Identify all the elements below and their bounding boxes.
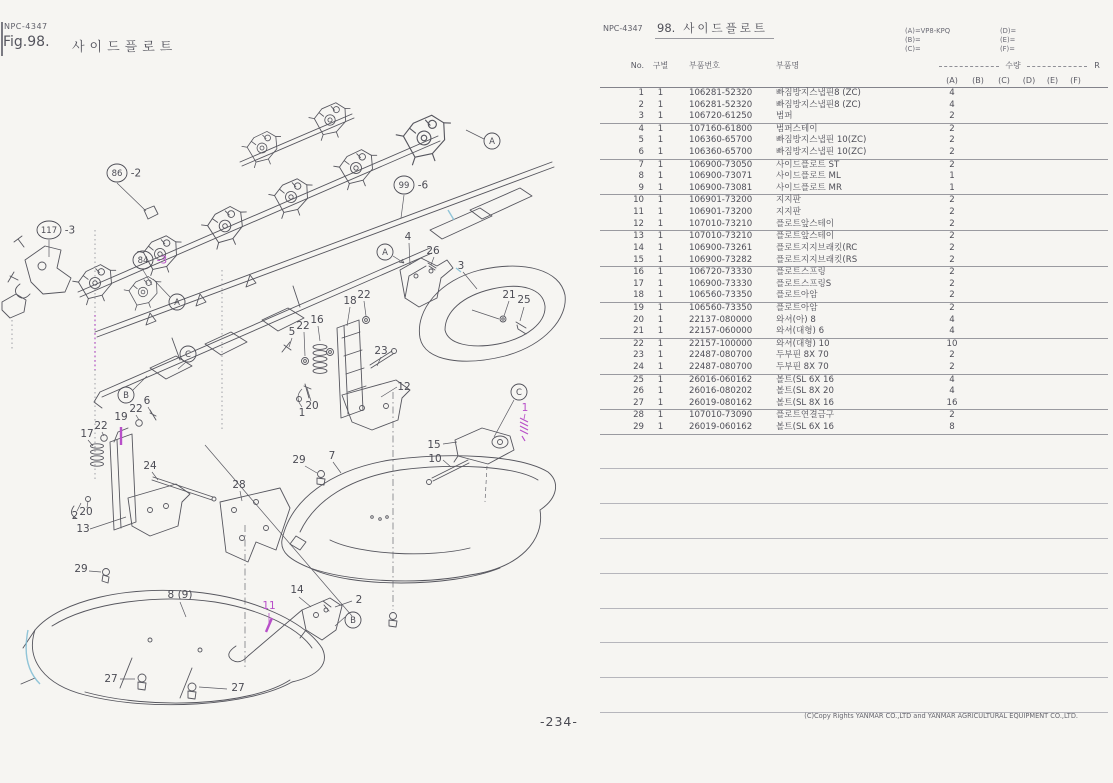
table-row: 11 1 106901-73200 지지판 2 <box>633 207 955 218</box>
diagram-callout: 2 <box>355 594 363 606</box>
table-row: 27 1 26019-080162 볼트(SL 8X 16 16 <box>600 398 1108 411</box>
float-arm-and-hinge <box>229 598 342 662</box>
diagram-callout: 29 <box>74 563 88 575</box>
diagram-callout: 1 <box>521 402 529 414</box>
diagram-callout: 22 <box>296 320 310 332</box>
section-letter: A <box>382 248 388 258</box>
exploded-parts-diagram <box>0 70 600 770</box>
frame-rails <box>94 162 554 408</box>
variant-list-left <box>905 27 1000 54</box>
figure-ref-number: 86 <box>111 169 123 179</box>
figure-ref-number: 117 <box>40 226 58 236</box>
center-construction-lines <box>245 392 487 667</box>
diagram-callout: 22 <box>94 420 108 432</box>
empty-ruled-lines <box>600 435 1108 713</box>
variant-item: (B)= <box>905 36 921 44</box>
model-variant-legend <box>905 27 1095 54</box>
diagram-callout: 14 <box>290 584 304 596</box>
table-row: 10 1 106901-73200 지지판 2 <box>633 195 955 206</box>
figure-ref-suffix: -6 <box>417 179 429 192</box>
diagram-callout: 18 <box>343 295 357 307</box>
figure-ref-number: 84 <box>137 256 149 266</box>
section-letter: C <box>185 350 191 360</box>
parts-table <box>600 58 1108 713</box>
section-letter: A <box>489 137 495 147</box>
diagram-callout: 24 <box>143 460 157 472</box>
diagram-callout: 5 <box>288 326 296 338</box>
diagram-callout: 21 <box>502 289 516 301</box>
table-row: 15 1 106900-73282 플로트지지브래킷(RS 2 <box>600 255 1108 268</box>
diagram-callout: 2 <box>71 510 79 522</box>
diagram-callout: 4 <box>404 231 412 243</box>
diagram-callout: 25 <box>517 294 531 306</box>
diagram-callout: 3 <box>457 260 465 272</box>
highlighted-parts <box>95 315 528 632</box>
parts-table-body <box>600 88 1108 435</box>
table-row: 20 1 22137-080000 와셔(아) 8 4 <box>633 314 955 325</box>
diagram-callout: 7 <box>328 450 336 462</box>
table-row: 13 1 107010-73210 플로트앞스테이 2 <box>633 231 955 242</box>
col-header-no: No. <box>630 61 644 70</box>
table-row: 14 1 106900-73261 플로트지지브래킷(RC 2 <box>633 242 955 253</box>
variant-item: (C)= <box>905 45 921 53</box>
table-row: 16 1 106720-73330 플로트스프링 2 <box>633 267 955 278</box>
qty-col-header: (E) <box>1046 76 1059 85</box>
qty-letters-row <box>600 74 1108 88</box>
table-header-row <box>600 58 1108 74</box>
col-header-r: R <box>1094 61 1100 70</box>
diagram-callout: 28 <box>232 479 246 491</box>
section-letter: B <box>123 391 129 401</box>
parts-list-panel <box>600 0 1112 783</box>
diagram-callout: 13 <box>76 523 90 535</box>
qty-col-header: (A) <box>946 76 958 85</box>
float-bracket-and-ring <box>400 258 565 361</box>
diagram-callout: 22 <box>129 403 143 415</box>
table-row: 19 1 106560-73350 플로트아암 2 <box>633 302 955 313</box>
qty-col-header: (D) <box>1022 76 1036 85</box>
table-row: 21 1 22157-060000 와셔(대형) 6 4 <box>600 326 1108 339</box>
diagram-callout: 1 <box>298 407 306 419</box>
diagram-callout: 19 <box>114 411 128 423</box>
table-row: 7 1 106900-73050 사이드플로트 ST 2 <box>638 159 955 170</box>
table-row: 2 1 106281-52320 빠짐방지스냅핀8 (ZC) 4 <box>638 99 955 110</box>
table-row: 3 1 106720-61250 범퍼 2 <box>600 111 1108 124</box>
variant-item: (A)=VP8-KPQ <box>905 27 951 35</box>
variant-item: (E)= <box>1000 36 1016 44</box>
qty-col-header: (C) <box>998 76 1010 85</box>
table-row: 17 1 106900-73330 플로트스프링S 2 <box>633 278 955 289</box>
table-row: 6 1 106360-65700 빠짐방지스냅핀 10(ZC) 2 <box>600 147 1108 160</box>
table-row: 24 1 22487-080700 두부핀 8X 70 2 <box>600 362 1108 375</box>
catalog-code-left: NPC-4347 <box>4 22 48 31</box>
diagram-callout: 8 (9) <box>167 589 193 601</box>
table-row: 1 1 106281-52320 빠짐방지스냅핀8 (ZC) 4 <box>638 88 955 98</box>
variant-item: (F)= <box>1000 45 1015 53</box>
qty-col-header: (B) <box>972 76 984 85</box>
diagram-callout: 27 <box>231 682 245 694</box>
diagram-callout: 17 <box>80 428 94 440</box>
diagram-callout: 23 <box>374 345 388 357</box>
diagram-callout: 20 <box>305 400 319 412</box>
variant-item: (D)= <box>1000 27 1017 35</box>
figure-ref-suffix: -3 <box>64 224 76 237</box>
variant-list-right <box>1000 27 1095 54</box>
diagram-callout: 11 <box>262 600 276 612</box>
copyright-notice: (C)Copy Rights YANMAR CO.,LTD and YANMAR AGRICULTURAL EQUIPMENT CO.,LTD. <box>804 712 1078 720</box>
figure-label: Fig.98. <box>3 34 50 50</box>
figure-ref-number: 99 <box>398 181 410 191</box>
catalog-code: NPC-4347 <box>603 24 643 33</box>
table-row: 23 1 22487-080700 두부핀 8X 70 2 <box>633 350 955 361</box>
figure-title: 사이드플로트 <box>683 21 768 35</box>
diagram-callout: 15 <box>427 439 441 451</box>
connector-plate <box>220 488 290 562</box>
float-left <box>21 590 324 704</box>
table-row: 8 1 106900-73071 사이드플로트 ML 1 <box>638 171 955 182</box>
table-row: 26 1 26016-080202 볼트(SL 8X 20 4 <box>633 386 955 397</box>
table-row: 25 1 26016-060162 볼트(SL 6X 16 4 <box>633 374 955 385</box>
panel-title <box>655 17 774 39</box>
diagram-callout: 6 <box>143 395 151 407</box>
table-row: 12 1 107010-73210 플로트앞스테이 2 <box>600 219 1108 232</box>
diagram-callout: 26 <box>426 245 440 257</box>
table-row: 5 1 106360-65700 빠짐방지스냅핀 10(ZC) 2 <box>638 135 955 146</box>
table-row: 28 1 107010-73090 플로트연결금구 2 <box>633 410 955 421</box>
table-row: 22 1 22157-100000 와셔(대형) 10 10 <box>633 338 958 349</box>
qty-col-header: (F) <box>1070 76 1081 85</box>
figure-ref-suffix: -2 <box>130 167 142 180</box>
diagram-callout: 29 <box>292 454 306 466</box>
diagram-callout: 10 <box>428 453 442 465</box>
figure-ref-suffix: -3 <box>156 254 168 267</box>
diagram-callout: 12 <box>397 381 411 393</box>
col-header-qty: 수량 <box>939 58 1087 74</box>
diagram-callout: 22 <box>357 289 371 301</box>
diagram-callout: 27 <box>104 673 118 685</box>
section-letter: B <box>350 616 356 626</box>
table-row: 9 1 106900-73081 사이드플로트 MR 1 <box>600 183 1108 196</box>
section-letter: C <box>516 388 522 398</box>
figure-number: 98. <box>657 21 676 35</box>
col-header-kind: 구별 <box>652 61 669 70</box>
col-header-part-name: 부품명 <box>776 61 800 70</box>
diagram-callout: 16 <box>310 314 324 326</box>
leader-lines <box>49 130 524 689</box>
page-number: -234- <box>540 714 578 729</box>
col-header-part-no: 부품번호 <box>689 61 720 70</box>
figure-title-left: 사이드플로트 <box>72 40 178 55</box>
diagram-callout: 20 <box>79 506 93 518</box>
table-row: 18 1 106560-73350 플로트아암 2 <box>600 290 1108 303</box>
table-row: 4 1 107160-61800 범퍼스테이 2 <box>638 123 955 134</box>
table-row: 29 1 26019-060162 볼트(SL 6X 16 8 <box>600 422 1108 435</box>
section-letter: A <box>174 298 180 308</box>
